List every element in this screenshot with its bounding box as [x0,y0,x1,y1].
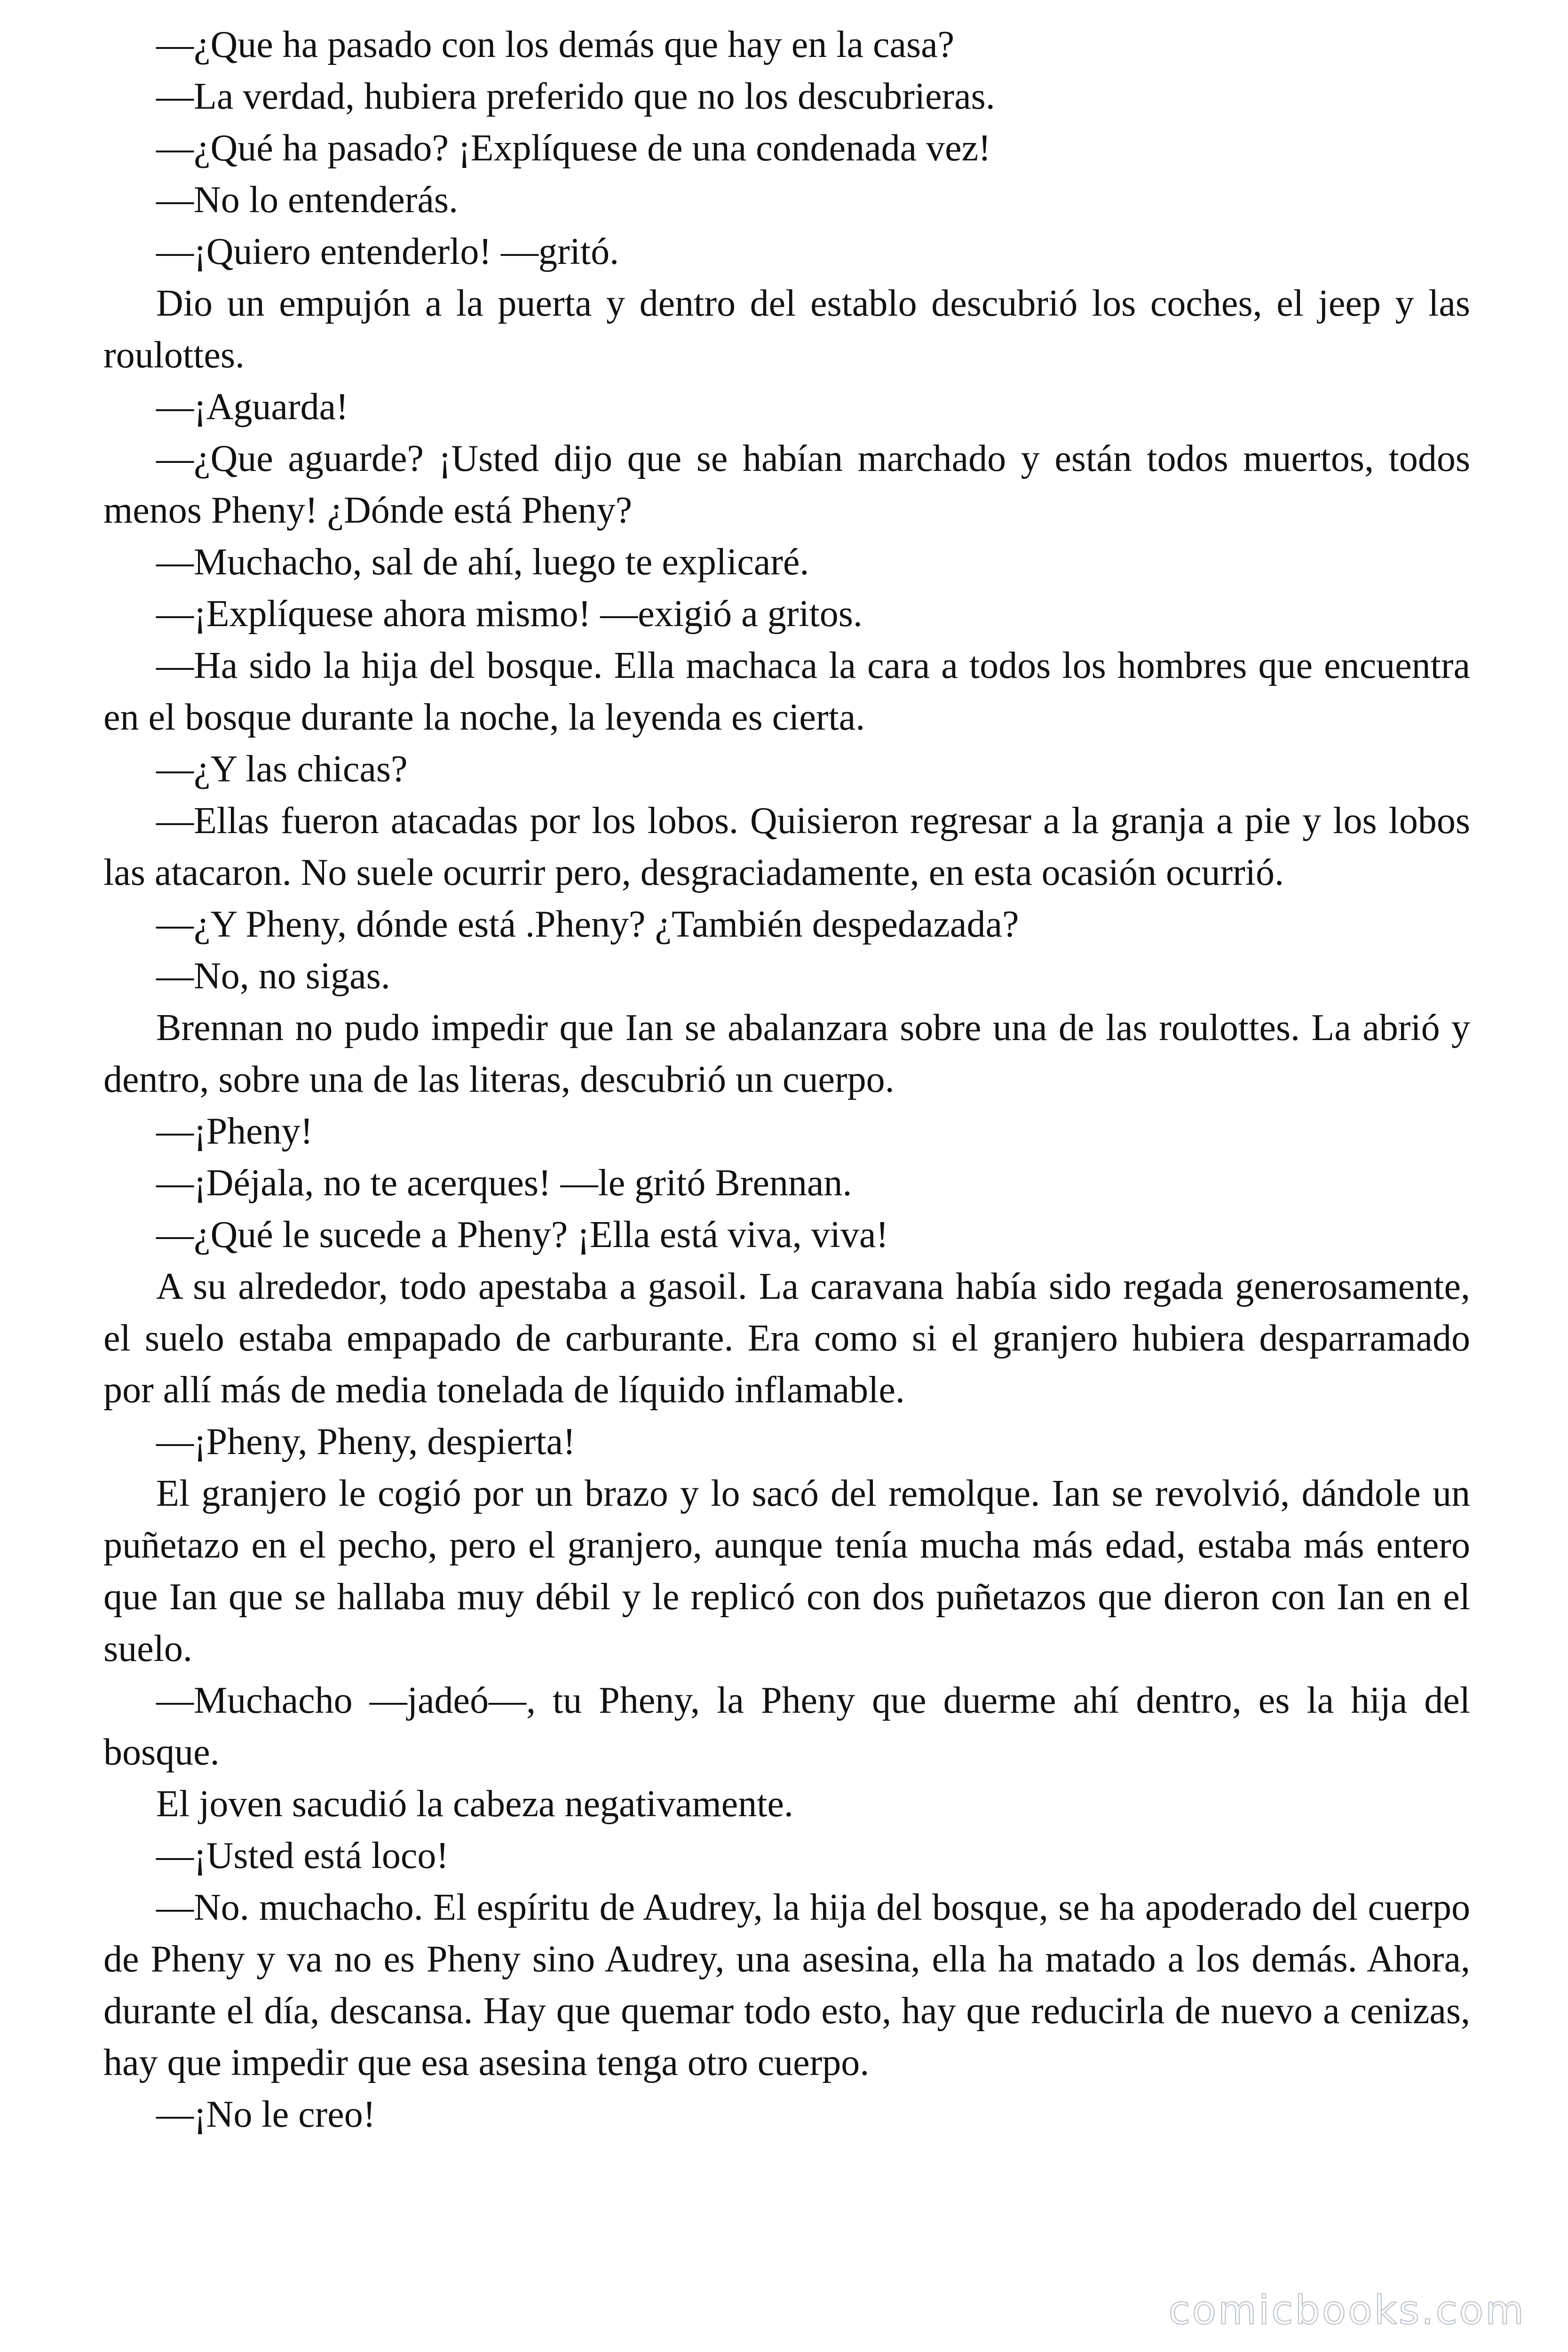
paragraph: A su alrededor, todo apestaba a gasoil. La caravana había sido regada generosamente, el suelo estaba empapado de carburante. Era como si el granjero hubiera desparramado por allí más de media tonelada de líquido inflamable. [103,1266,1470,1411]
paragraph: —¿Y Pheny, dónde está .Pheny? ¿También despedazada? [156,904,1019,945]
paragraph: El granjero le cogió por un brazo y lo sacó del remolque. Ian se revolvió, dándole un puñetazo en el pecho, pero el granjero, aunque tenía mucha más edad, estaba más entero que Ian que se hallaba muy débil y le replicó con dos puñetazos que dieron con Ian en el suelo. [103,1473,1470,1669]
watermark: comicbooks.com [1168,2287,1526,2333]
paragraph: —La verdad, hubiera preferido que no los descubrieras. [156,76,995,117]
paragraph: —¡Aguarda! [156,386,348,428]
paragraph: —No. muchacho. El espíritu de Audrey, la hija del bosque, se ha apoderado del cuerpo de Pheny y va no es Pheny sino Audrey, una asesina, ella ha matado a los demás. Ahora, durante el día, descansa. Hay que quemar todo esto, hay que reducirla de nuevo a cenizas, hay que impedir que esa asesina tenga otro cuerpo. [103,1887,1470,2083]
paragraph: —¡Pheny! [156,1111,313,1152]
paragraph: Dio un empujón a la puerta y dentro del establo descubrió los coches, el jeep y las roulottes. [103,283,1470,376]
paragraph: —¡Déjala, no te acerques! —le gritó Brennan. [156,1162,852,1204]
paragraph: —¿Qué le sucede a Pheny? ¡Ella está viva, viva! [156,1214,889,1255]
paragraph: —¿Que ha pasado con los demás que hay en la casa? [156,24,955,65]
paragraph: —¡Quiero entenderlo! —gritó. [156,231,619,272]
paragraph: —Ha sido la hija del bosque. Ella machaca la cara a todos los hombres que encuentra en el bosque durante la noche, la leyenda es cierta. [103,645,1470,738]
paragraph: El joven sacudió la cabeza negativamente. [156,1783,793,1825]
document-page [103,19,1470,2140]
paragraph: —Muchacho, sal de ahí, luego te explicaré. [156,541,809,583]
paragraph: —No, no sigas. [156,955,390,997]
paragraph: —¡Usted está loco! [156,1835,449,1876]
paragraph: —¡No le creo! [156,2094,376,2135]
paragraph: —Ellas fueron atacadas por los lobos. Quisieron regresar a la granja a pie y los lobos las atacaron. No suele ocurrir pero, desgraciadamente, en esta ocasión ocurrió. [103,800,1470,893]
paragraph: —¡Explíquese ahora mismo! —exigió a gritos. [156,593,863,635]
paragraph: —¿Y las chicas? [156,748,408,790]
paragraph: —¿Que aguarde? ¡Usted dijo que se habían marchado y están todos muertos, todos menos Pheny! ¿Dónde está Pheny? [103,438,1470,531]
paragraph: —No lo entenderás. [156,179,459,221]
paragraph: —Muchacho —jadeó—, tu Pheny, la Pheny que duerme ahí dentro, es la hija del bosque. [103,1680,1470,1773]
paragraph: —¡Pheny, Pheny, despierta! [156,1421,576,1462]
paragraph: Brennan no pudo impedir que Ian se abalanzara sobre una de las roulottes. La abrió y dentro, sobre una de las literas, descubrió un cuerpo. [103,1007,1470,1100]
paragraph: —¿Qué ha pasado? ¡Explíquese de una condenada vez! [156,127,991,169]
